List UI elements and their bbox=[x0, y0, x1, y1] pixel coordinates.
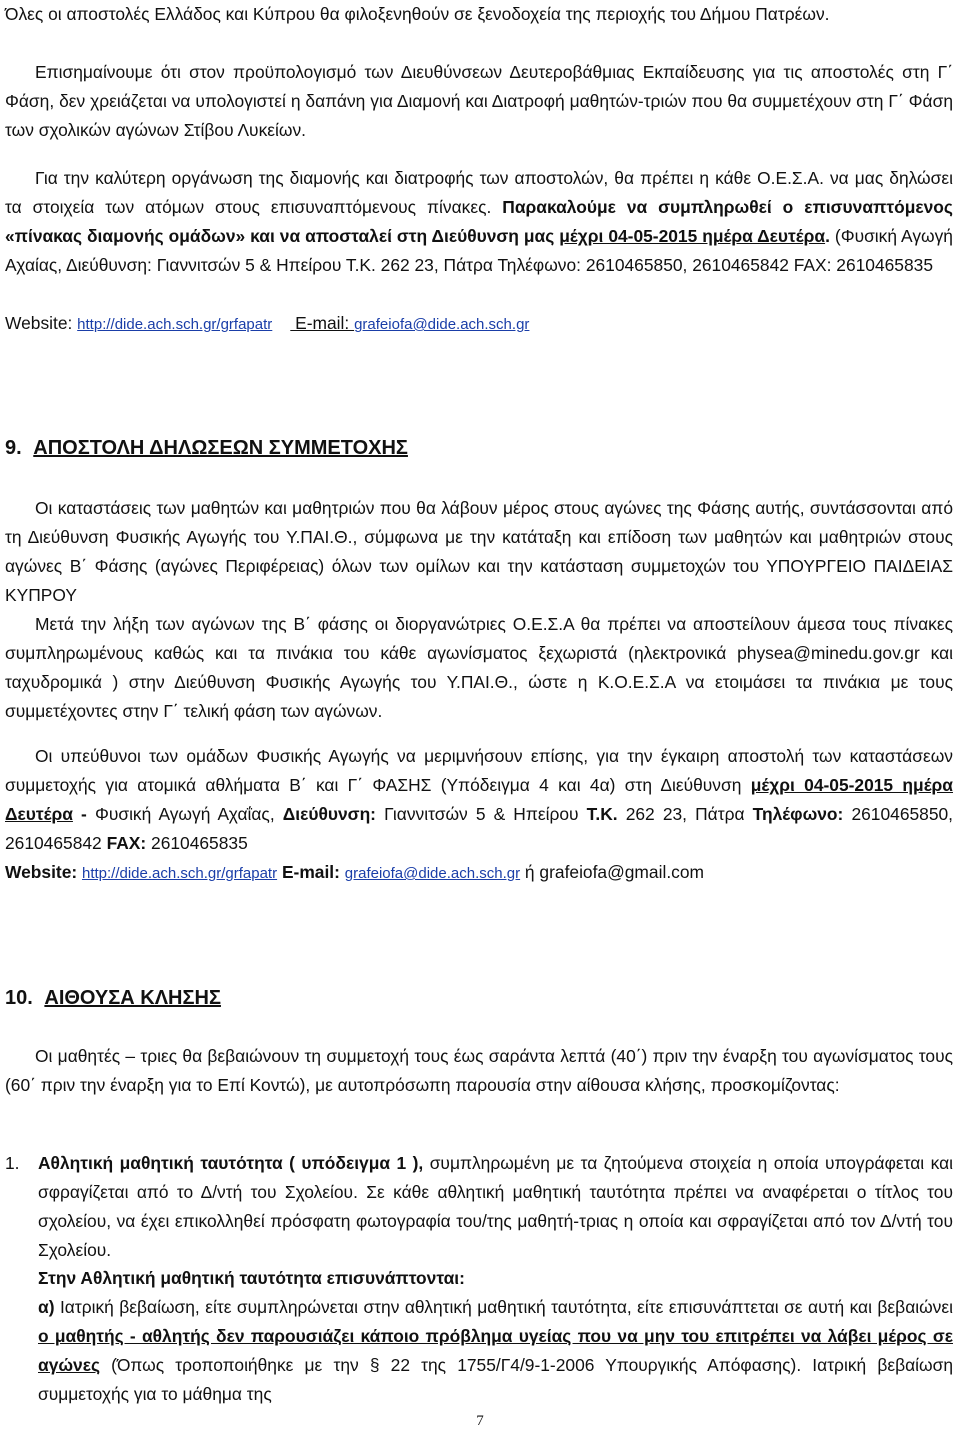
intro-p3-contact: (Φυσική Αγωγή Αχαίας, Διεύθυνση: Γιαννιτσών 5 & Ηπείρου Τ.Κ. 262 23, Πάτρα Τηλέφωνο: 2610465850, 2610465842 FAX: 2610465835 bbox=[5, 226, 953, 275]
section-9-paragraph-3 bbox=[5, 742, 953, 858]
attachment-a-text: Ιατρική βεβαίωση, είτε συμπληρώνεται στην αθλητική μαθητική ταυτότητα, είτε επισυνάπτεται σε αυτή και βεβαιώνει bbox=[54, 1297, 953, 1317]
section-9-heading bbox=[5, 434, 408, 462]
s9-p3-fax: 2610465835 bbox=[146, 833, 248, 853]
intro-website-link[interactable]: http://dide.ach.sch.gr/grfapatr bbox=[77, 316, 273, 333]
s9-p3-tel: 2610465850, 2610465842 bbox=[5, 804, 954, 853]
s9-p3-office: Φυσική Αγωγή Αχαΐας, bbox=[94, 804, 283, 824]
s9-email-label: E-mail: bbox=[277, 862, 345, 882]
intro-p3-deadline: μέχρι 04-05-2015 ημέρα Δευτέρα bbox=[559, 226, 826, 246]
attachment-a-label: α) bbox=[38, 1297, 55, 1317]
section-9-title: ΑΠΟΣΤΟΛΗ ΔΗΛΩΣΕΩΝ ΣΥΜΜΕΤΟΧΗΣ bbox=[33, 437, 408, 459]
intro-contact-links bbox=[5, 309, 953, 339]
section-10-heading bbox=[5, 984, 221, 1012]
section-9-paragraph-1: Οι καταστάσεις των μαθητών και μαθητριών που θα λάβουν μέρος στους αγώνες της Φάσης αυτής, συντάσσονται από τη Διεύθυνση Φυσικής Αγωγής του Υ.ΠΑΙ.Θ., σύμφωνα με την κατάταξη και επίδοση των μαθητών και μαθητριών στους αγώνες Β΄ Φάσης (αγώνες Περιφέρειας) όλων των ομίλων και την κατάσταση συμμετοχών του ΥΠΟΥΡΓΕΙΟ ΠΑΙΔΕΙΑΣ ΚΥΠΡΟΥ bbox=[5, 498, 953, 605]
intro-paragraph-2: Επισημαίνουμε ότι στον προϋπολογισμό των Διευθύνσεων Δευτεροβάθμιας Εκπαίδευσης για τις αποστολές στη Γ΄ Φάση, δεν χρειάζεται να υπολογιστεί η δαπάνη για Διαμονή και Διατροφή μαθητών-τριών που θα συμμετέχουν στη Γ΄ Φάση των σχολικών αγώνων Στίβου Λυκείων. bbox=[5, 62, 953, 140]
section-10-number: 10. bbox=[5, 987, 33, 1009]
intro-website-label: Website: bbox=[5, 313, 78, 333]
section-9-number: 9. bbox=[5, 437, 22, 459]
s9-p3-fax-label: FAX: bbox=[106, 833, 147, 853]
intro-paragraph-3 bbox=[5, 164, 953, 280]
s9-p3-tk: 262 23, Πάτρα bbox=[617, 804, 753, 824]
section-10-paragraph-1: Οι μαθητές – τριες θα βεβαιώνουν τη συμμετοχή τους έως σαράντα λεπτά (40΄) πριν την έναρξη του αγωνίσματος τους (60΄ πριν την έναρξη για το Επί Κοντώ), με αυτοπρόσωπη παρουσία στην αίθουσα κλήσης, προσκομίζοντας: bbox=[5, 1046, 953, 1095]
list-item-1 bbox=[38, 1149, 953, 1265]
s9-p3-dash: - bbox=[72, 804, 95, 824]
attachment-a-text-2: (Όπως τροποποιήθηκε με την § 22 της 1755/Γ4/9-1-2006 Υπουργικής Απόφασης). Ιατρική βεβαίωση συμμετοχής για το μάθημα της bbox=[38, 1355, 953, 1404]
s9-p3-deadline: μέχρι 04-05-2015 ημέρα Δευτέρα bbox=[5, 775, 953, 824]
intro-email-label: E-mail: bbox=[290, 313, 355, 333]
intro-email-link[interactable]: grafeiofa@dide.ach.sch.gr bbox=[354, 316, 530, 333]
attachments-heading: Στην Αθλητική μαθητική ταυτότητα επισυνάπτονται: bbox=[38, 1268, 465, 1288]
s9-website-label: Website: bbox=[5, 862, 82, 882]
list-item-1-text: συμπληρωμένη με τα ζητούμενα στοιχεία η οποία υπογράφεται και σφραγίζεται από το Δ/ντή του Σχολείου. Σε κάθε αθλητική μαθητική ταυτότητα πρέπει να αναφέρεται ο τίτλος του σχολείου, να έχει επικολληθεί πρόσφατη φωτογραφία του/της μαθητή-τριας η οποία και σφραγίζεται από τον Δ/ντή του Σχολείου. bbox=[38, 1153, 953, 1260]
page-number: 7 bbox=[476, 1413, 484, 1429]
list-item-1-title: Αθλητική μαθητική ταυτότητα ( υπόδειγμα 1 ), bbox=[38, 1153, 424, 1173]
intro-p3-text: Για την καλύτερη οργάνωση της διαμονής και διατροφής των αποστολών, θα πρέπει η κάθε Ο.Ε.Σ.Α. να μας δηλώσει τα στοιχεία των ατόμων στους επισυναπτόμενους πίνακες. bbox=[5, 168, 953, 217]
list-item-1-number: 1. bbox=[5, 1153, 20, 1173]
s9-p3-address: Γιαννιτσών 5 & Ηπείρου bbox=[375, 804, 587, 824]
s9-email-alt: ή grafeiofa@gmail.com bbox=[520, 862, 705, 882]
intro-paragraph-1: Όλες οι αποστολές Ελλάδος και Κύπρου θα φιλοξενηθούν σε ξενοδοχεία της περιοχής του Δήμου Πατρέων. bbox=[5, 4, 830, 24]
section-10-title: ΑΙΘΟΥΣΑ ΚΛΗΣΗΣ bbox=[44, 987, 221, 1009]
attachment-a-emphasis: ο μαθητής - αθλητής δεν παρουσιάζει κάποιο πρόβλημα υγείας που να μην του επιτρέπει να λάβει μέρος σε αγώνες bbox=[38, 1326, 953, 1375]
s9-p3-address-label: Διεύθυνση: bbox=[282, 804, 376, 824]
s9-p3-tel-label: Τηλέφωνο: bbox=[752, 804, 844, 824]
intro-p3-period: . bbox=[825, 226, 830, 246]
s9-p3-tk-label: Τ.Κ. bbox=[586, 804, 618, 824]
s9-website-link[interactable]: http://dide.ach.sch.gr/grfapatr bbox=[81, 865, 278, 882]
section-9-paragraph-2: Μετά την λήξη των αγώνων της Β΄ φάσης οι διοργανώτριες Ο.Ε.Σ.Α θα πρέπει να αποστείλουν άμεσα τους πίνακες συμπληρωμένους καθώς και τα πινάκια του κάθε αγωνίσματος ξεχωριστά (ηλεκτρονικά physea@minedu.gov.gr και ταχυδρομικά ) στην Διεύθυνση Φυσικής Αγωγής του Υ.ΠΑΙ.Θ., ώστε η Κ.Ο.Ε.Σ.Α να ετοιμάσει τα πινάκια με τους συμμετέχοντες στην Γ΄ τελική φάση των αγώνων. bbox=[5, 614, 953, 721]
section-9-contact-links bbox=[5, 858, 953, 888]
intro-p3-request: Παρακαλούμε να συμπληρωθεί ο επισυναπτόμενος «πίνακας διαμονής ομάδων» και να αποσταλεί στη Διεύθυνση μας bbox=[5, 197, 953, 246]
s9-email-link[interactable]: grafeiofa@dide.ach.sch.gr bbox=[344, 865, 521, 882]
s9-p3-text: Οι υπεύθυνοι των ομάδων Φυσικής Αγωγής να μεριμνήσουν επίσης, για την έγκαιρη αποστολή των καταστάσεων συμμετοχής για ατομικά αθλήματα Β΄ και Γ΄ ΦΑΣΗΣ (Υπόδειγμα 4 και 4α) στη Διεύθυνση bbox=[5, 746, 953, 795]
attachment-a bbox=[38, 1293, 953, 1409]
